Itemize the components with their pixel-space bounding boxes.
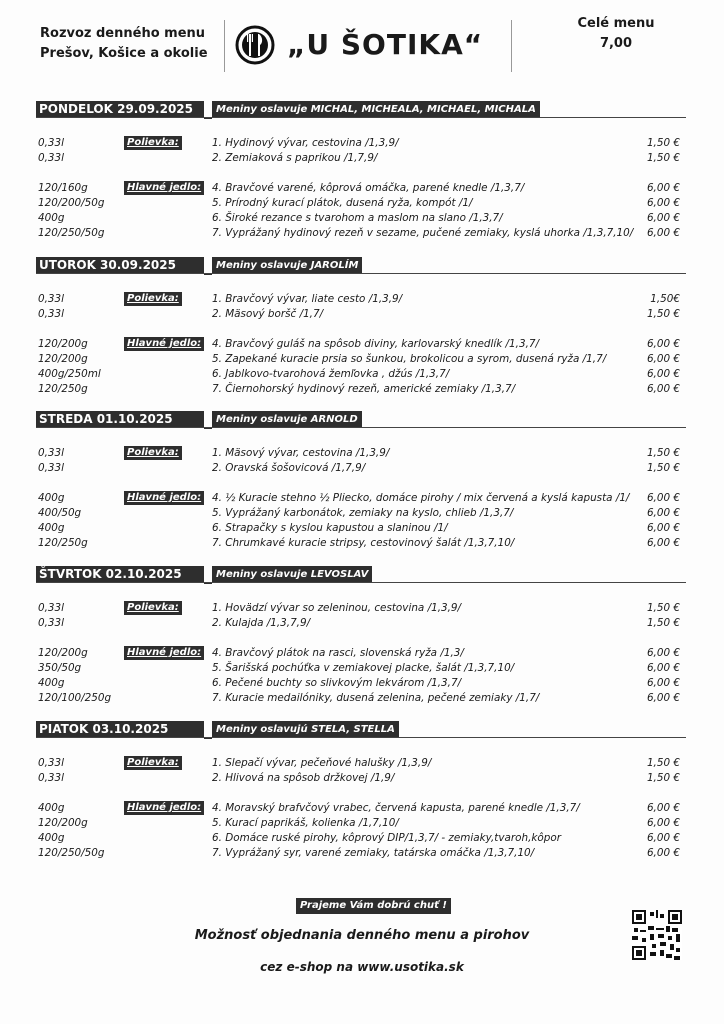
- dish-name: 1. Bravčový vývar, liate cesto /1,3,9/: [212, 293, 403, 305]
- full-menu-price: [568, 14, 664, 54]
- day-section: [36, 721, 686, 862]
- day-header: [36, 411, 686, 428]
- menu-item[interactable]: [36, 367, 686, 382]
- dish-price: 6,00 €: [646, 227, 680, 240]
- menu-item[interactable]: [36, 196, 686, 211]
- soup-group: [36, 446, 686, 477]
- name-day: Meniny oslavuje JAROLÍM: [212, 257, 362, 274]
- restaurant-name: „U ŠOTIKA“: [287, 28, 484, 61]
- order-info: Možnosť objednania denného menu a pirohov: [194, 928, 530, 943]
- day-name: UTOROK 30.09.2025: [36, 257, 204, 274]
- dish-name: 5. Vyprážaný karbonátok, zemiaky na kyslo, chlieb /1,3,7/: [212, 506, 514, 519]
- dish-name: 6. Pečené buchty so slivkovým lekvárom /1,3,7/: [212, 677, 462, 690]
- portion-size: 400g: [38, 677, 65, 690]
- dish-price: 6,00 €: [646, 383, 680, 396]
- soup-group: [36, 756, 686, 787]
- dish-price: 6,00 €: [646, 522, 680, 535]
- dish-name: 4. Bravčový guláš na spôsob diviny, karlovarský knedlík /1,3,7/: [212, 337, 539, 350]
- menu-item[interactable]: [36, 136, 686, 151]
- dish-name: 7. Kuracie medailóniky, dusená zelenina, pečené zemiaky /1,7/: [212, 692, 540, 705]
- dish-name: 6. Široké rezance s tvarohom a maslom na slano /1,3,7/: [212, 212, 503, 225]
- portion-size: 120/250g: [38, 383, 88, 396]
- menu-item[interactable]: [36, 616, 686, 631]
- portion-size: 350/50g: [38, 661, 82, 674]
- menu-item[interactable]: [36, 382, 686, 397]
- dish-price: 6,00 €: [646, 181, 680, 194]
- day-divider: [36, 273, 686, 274]
- main-label: Hlavné jedlo:: [124, 181, 204, 195]
- main-label: Hlavné jedlo:: [124, 337, 204, 351]
- soup-group: [36, 292, 686, 323]
- menu-item[interactable]: [36, 691, 686, 706]
- dish-price: 6,00 €: [646, 352, 680, 365]
- menu-item[interactable]: [36, 491, 686, 506]
- menu-item[interactable]: [36, 676, 686, 691]
- dish-price: 1,50 €: [646, 602, 680, 614]
- day-divider: [36, 737, 686, 738]
- dish-price: 6,00 €: [646, 646, 680, 659]
- menu-header: [0, 0, 724, 90]
- menu-item[interactable]: [36, 846, 686, 861]
- dish-name: 7. Chrumkavé kuracie stripsy, cestovinový šalát /1,3,7,10/: [212, 537, 515, 550]
- day-header: [36, 257, 686, 274]
- dish-price: 6,00 €: [646, 537, 680, 550]
- dish-price: 1,50 €: [646, 152, 680, 165]
- day-header: [36, 101, 686, 118]
- dish-name: 2. Zemiaková s paprikou /1,7,9/: [212, 152, 378, 165]
- dish-name: 1. Hovädzí vývar so zeleninou, cestovina /1,3,9/: [212, 602, 462, 614]
- portion-size: 120/250/50g: [38, 847, 105, 860]
- dish-price: 6,00 €: [646, 337, 680, 350]
- day-section: [36, 101, 686, 242]
- portion-size: 400g: [38, 832, 65, 845]
- dish-name: 6. Strapačky s kyslou kapustou a slaninou /1/: [212, 522, 448, 535]
- dish-name: 5. Kurací paprikáš, kolienka /1,7,10/: [212, 816, 399, 829]
- portion-size: 0,33l: [38, 152, 65, 165]
- dish-price: 6,00 €: [646, 196, 680, 209]
- soup-label: Polievka:: [124, 601, 182, 615]
- dish-name: 5. Zapekané kuracie prsia so šunkou, brokolicou a syrom, dusená ryža /1,7/: [212, 352, 607, 365]
- delivery-title: Rozvoz denného menu: [40, 26, 206, 41]
- portion-size: 0,33l: [38, 137, 65, 149]
- dish-price: 6,00 €: [646, 506, 680, 519]
- dish-price: 6,00 €: [646, 801, 680, 814]
- menu-item[interactable]: [36, 601, 686, 616]
- soup-group: [36, 601, 686, 632]
- dish-price: 6,00 €: [646, 816, 680, 829]
- menu-item[interactable]: [36, 292, 686, 307]
- menu-item[interactable]: [36, 771, 686, 786]
- dish-name: 6. Jablkovo-tvarohová žemľovka , džús /1,3,7/: [212, 368, 450, 381]
- dish-name: 7. Vyprážaný syr, varené zemiaky, tatárska omáčka /1,3,7,10/: [212, 847, 535, 860]
- dish-name: 2. Oravská šošovicová /1,7,9/: [212, 462, 366, 475]
- eshop-link[interactable]: cez e-shop na www.usotika.sk: [260, 960, 464, 974]
- soup-label: Polievka:: [124, 136, 182, 150]
- day-section: [36, 257, 686, 398]
- menu-item[interactable]: [36, 506, 686, 521]
- dish-price: 1,50 €: [646, 447, 680, 459]
- menu-item[interactable]: [36, 461, 686, 476]
- menu-item[interactable]: [36, 446, 686, 461]
- dish-price: 6,00 €: [646, 832, 680, 845]
- portion-size: 0,33l: [38, 602, 65, 614]
- dish-price: 1,50€: [650, 293, 680, 305]
- dish-name: 2. Kulajda /1,3,7,9/: [212, 617, 311, 630]
- main-group: [36, 491, 686, 552]
- full-menu-label: Celé menu: [577, 16, 655, 31]
- dish-name: 4. Bravčové varené, kôprová omáčka, parené knedle /1,3,7/: [212, 181, 525, 194]
- dish-price: 1,50 €: [646, 308, 680, 321]
- day-section: [36, 411, 686, 552]
- main-group: [36, 646, 686, 707]
- dish-name: 6. Domáce ruské pirohy, kôprový DIP/1,3,7/ - zemiaky,tvaroh,kôpor: [212, 832, 562, 845]
- dish-name: 2. Hlivová na spôsob držkovej /1,9/: [212, 772, 395, 785]
- dish-price: 6,00 €: [646, 368, 680, 381]
- portion-size: 0,33l: [38, 772, 65, 785]
- day-divider: [36, 582, 686, 583]
- day-divider: [36, 117, 686, 118]
- menu-item[interactable]: [36, 831, 686, 846]
- portion-size: 120/200g: [38, 337, 88, 350]
- menu-item[interactable]: [36, 307, 686, 322]
- portion-size: 120/200g: [38, 352, 88, 365]
- dish-price: 1,50 €: [646, 772, 680, 785]
- portion-size: 0,33l: [38, 447, 65, 459]
- day-name: ŠTVRTOK 02.10.2025: [36, 566, 204, 583]
- portion-size: 400g: [38, 801, 65, 814]
- soup-group: [36, 136, 686, 167]
- portion-size: 400g: [38, 212, 65, 225]
- dish-price: 6,00 €: [646, 677, 680, 690]
- portion-size: 0,33l: [38, 462, 65, 475]
- portion-size: 400g/250ml: [38, 368, 101, 381]
- portion-size: 120/200g: [38, 646, 88, 659]
- portion-size: 400g: [38, 491, 65, 504]
- menu-item[interactable]: [36, 151, 686, 166]
- menu-item[interactable]: [36, 211, 686, 226]
- day-name: STREDA 01.10.2025: [36, 411, 204, 428]
- full-menu-value: 7,00: [599, 36, 633, 51]
- dish-name: 7. Čiernohorský hydinový rezeň, americké zemiaky /1,3,7/: [212, 383, 516, 396]
- day-header: [36, 721, 686, 738]
- day-name: PONDELOK 29.09.2025: [36, 101, 204, 118]
- dish-name: 4. ½ Kuracie stehno ½ Pliecko, domáce pirohy / mix červená a kyslá kapusta /1/: [212, 491, 630, 504]
- restaurant-logo: [224, 20, 512, 72]
- menu-item[interactable]: [36, 756, 686, 771]
- name-day: Meniny oslavujú STELA, STELLA: [212, 721, 399, 738]
- menu-item[interactable]: [36, 352, 686, 367]
- plate-fork-knife-icon: [235, 25, 275, 65]
- dish-price: 6,00 €: [646, 847, 680, 860]
- menu-item[interactable]: [36, 801, 686, 816]
- day-header: [36, 566, 686, 583]
- dish-name: 1. Hydinový vývar, cestovina /1,3,9/: [212, 137, 399, 149]
- day-name: PIATOK 03.10.2025: [36, 721, 204, 738]
- portion-size: 120/200g: [38, 816, 88, 829]
- delivery-area: Prešov, Košice a okolie: [40, 46, 208, 61]
- dish-name: 5. Šarišská pochúťka v zemiakovej placke, šalát /1,3,7,10/: [212, 661, 515, 674]
- menu-item[interactable]: [36, 646, 686, 661]
- portion-size: 120/200/50g: [38, 196, 105, 209]
- menu-item[interactable]: [36, 536, 686, 551]
- name-day: Meniny oslavuje ARNOLD: [212, 411, 362, 428]
- portion-size: 400g: [38, 522, 65, 535]
- qr-code-icon[interactable]: [632, 910, 682, 960]
- portion-size: 120/100/250g: [38, 692, 112, 705]
- dish-name: 5. Prírodný kurací plátok, dusená ryža, kompót /1/: [212, 196, 473, 209]
- menu-item[interactable]: [36, 337, 686, 352]
- main-group: [36, 337, 686, 398]
- day-divider: [36, 427, 686, 428]
- dish-name: 2. Mäsový boršč /1,7/: [212, 308, 324, 321]
- menu-item[interactable]: [36, 521, 686, 536]
- name-day: Meniny oslavuje MICHAL, MICHEALA, MICHAEL, MICHALA: [212, 101, 540, 118]
- day-section: [36, 566, 686, 707]
- soup-label: Polievka:: [124, 756, 182, 770]
- soup-label: Polievka:: [124, 292, 182, 306]
- portion-size: 0,33l: [38, 293, 65, 305]
- portion-size: 400/50g: [38, 506, 82, 519]
- dish-price: 6,00 €: [646, 491, 680, 504]
- soup-label: Polievka:: [124, 446, 182, 460]
- menu-item[interactable]: [36, 661, 686, 676]
- dish-price: 6,00 €: [646, 212, 680, 225]
- bon-appetit-banner: Prajeme Vám dobrú chuť !: [296, 898, 451, 914]
- name-day: Meniny oslavuje LEVOSLAV: [212, 566, 372, 583]
- main-label: Hlavné jedlo:: [124, 801, 204, 815]
- portion-size: 120/160g: [38, 181, 88, 194]
- portion-size: 120/250g: [38, 537, 88, 550]
- portion-size: 0,33l: [38, 308, 65, 321]
- main-label: Hlavné jedlo:: [124, 491, 204, 505]
- dish-name: 7. Vyprážaný hydinový rezeň v sezame, pučené zemiaky, kyslá uhorka /1,3,7,10/: [212, 227, 634, 240]
- menu-item[interactable]: [36, 181, 686, 196]
- dish-price: 6,00 €: [646, 692, 680, 705]
- dish-name: 4. Bravčový plátok na rasci, slovenská ryža /1,3/: [212, 646, 464, 659]
- menu-item[interactable]: [36, 816, 686, 831]
- delivery-info: [40, 24, 208, 64]
- dish-price: 6,00 €: [646, 661, 680, 674]
- portion-size: 0,33l: [38, 617, 65, 630]
- menu-item[interactable]: [36, 226, 686, 241]
- portion-size: 120/250/50g: [38, 227, 105, 240]
- main-group: [36, 181, 686, 242]
- main-group: [36, 801, 686, 862]
- dish-name: 1. Slepačí vývar, pečeňové halušky /1,3,9/: [212, 757, 432, 769]
- portion-size: 0,33l: [38, 757, 65, 769]
- dish-name: 4. Moravský brafvčový vrabec, červená kapusta, parené knedle /1,3,7/: [212, 801, 580, 814]
- dish-price: 1,50 €: [646, 137, 680, 149]
- dish-price: 1,50 €: [646, 757, 680, 769]
- dish-price: 1,50 €: [646, 617, 680, 630]
- dish-price: 1,50 €: [646, 462, 680, 475]
- dish-name: 1. Mäsový vývar, cestovina /1,3,9/: [212, 447, 390, 459]
- main-label: Hlavné jedlo:: [124, 646, 204, 660]
